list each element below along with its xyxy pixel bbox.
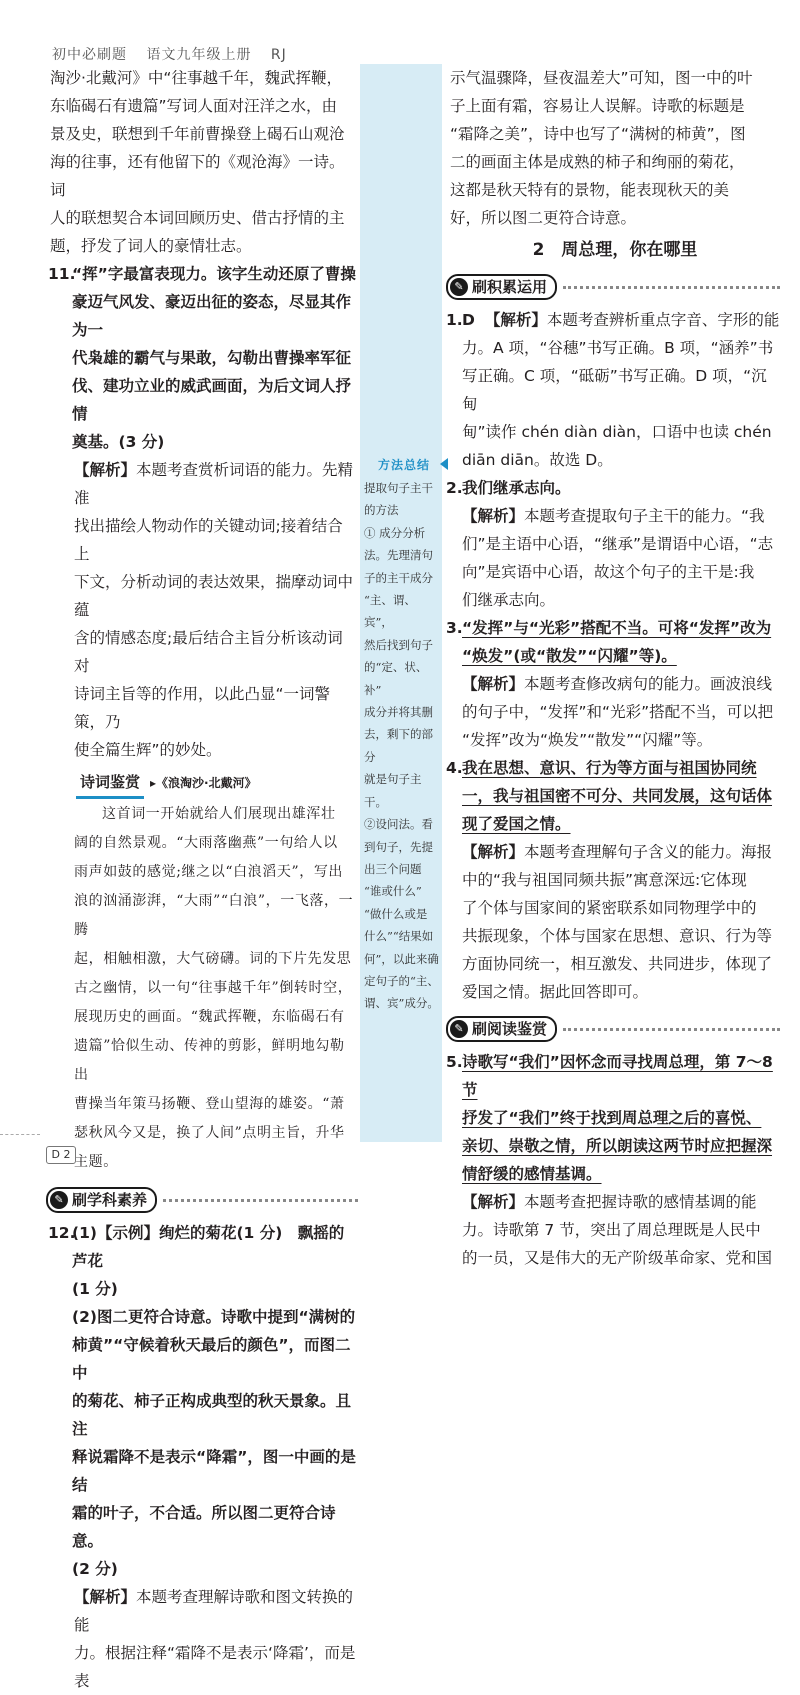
- analysis-label: 【解析】: [462, 843, 525, 861]
- question-12-answer: [72, 1219, 358, 1583]
- answer-line: 现了爱国之情。: [462, 815, 571, 833]
- question-2: [446, 474, 780, 502]
- analysis-label: 【解析】: [462, 1193, 525, 1211]
- answer-line: 奠基。(3 分): [72, 433, 165, 451]
- text-line: [462, 502, 780, 530]
- answer-line: 释说霜降不是表示“降霜”，图一中画的是结: [72, 1448, 356, 1494]
- right-intro: [450, 64, 780, 232]
- text-line: [74, 1583, 358, 1639]
- subject-name: 语文九年级上册: [146, 47, 252, 63]
- text-line: [462, 306, 780, 334]
- method-line: 提取句子主干: [364, 481, 433, 495]
- text-line: [462, 530, 780, 558]
- analysis-text: 本题考查提取句子主干的能力。“我: [524, 507, 765, 525]
- poem-line: 展现历史的画面。“魏武挥鞭，东临碣石有: [74, 1009, 345, 1025]
- method-line: “谁或什么”: [364, 884, 422, 899]
- analysis-text: 使全篇生辉”的妙处。: [74, 741, 222, 759]
- section-title: 刷阅读鉴赏: [472, 1020, 548, 1038]
- intro-line: 海的往事，还有他留下的《观沧海》一诗。词: [50, 153, 345, 199]
- question-number: 2.: [446, 479, 463, 497]
- question-number: 11.: [48, 265, 76, 283]
- analysis-text: 写正确。C 项，“砥砺”书写正确。D 项，“沉甸: [462, 367, 767, 413]
- text-line: [74, 512, 358, 568]
- method-line: 就是句子主干。: [364, 772, 422, 809]
- section-subject-literacy: [46, 1183, 358, 1217]
- question-2-answer: 我们继承志向。: [462, 479, 571, 497]
- text-line: [462, 446, 780, 474]
- method-line: 的方法: [364, 503, 399, 518]
- footer-dash: [0, 1134, 40, 1135]
- analysis-text: 本题考查修改病句的能力。画波浪线: [524, 675, 773, 693]
- method-line: 谓、宾”成分。: [364, 996, 439, 1011]
- intro-line: 淘沙·北戴河》中“往事越千年，魏武挥鞭，: [50, 69, 342, 87]
- text-line: [74, 680, 358, 736]
- intro-line: 这都是秋天特有的景物，能表现秋天的美: [450, 181, 730, 199]
- text-line: [462, 1188, 780, 1216]
- analysis-text: 诗词主旨等的作用，以此凸显“一词警策，乃: [74, 685, 331, 731]
- brush-icon: ✎: [450, 1020, 468, 1038]
- question-11: [50, 260, 358, 456]
- text-line: [462, 838, 780, 866]
- method-summary-title: 方法总结: [378, 458, 431, 472]
- left-intro: [50, 64, 358, 260]
- intro-line: 东临碣石有遗篇”写词人面对汪洋之水，由: [50, 97, 338, 115]
- text-line: [462, 922, 780, 950]
- answer-line: (1 分): [72, 1280, 118, 1298]
- question-4-analysis: [450, 838, 780, 1006]
- analysis-text: 力。根据注释“霜降不是表示‘降霜’，而是表: [74, 1644, 356, 1690]
- analysis-text: 中的“我与祖国同频共振”寓意深远:它体现: [462, 871, 747, 889]
- poem-appreciation-tag: 诗词鉴赏: [76, 768, 144, 799]
- poem-line: 起，相触相激，大气磅礴。词的下片先发思: [74, 951, 352, 967]
- dotted-divider: [163, 1199, 358, 1202]
- section-title: 刷学科素养: [72, 1191, 148, 1209]
- brush-icon: ✎: [50, 1191, 68, 1209]
- method-line: 何”，以此来确: [364, 951, 439, 966]
- method-line: ① 成分分析: [364, 525, 426, 540]
- analysis-label: 【解析】: [74, 461, 137, 479]
- text-line: [462, 698, 780, 726]
- intro-line: 题，抒发了词人的豪情壮志。: [50, 237, 252, 255]
- answer-line: 代枭雄的霸气与果敢，勾勒出曹操率军征: [72, 349, 352, 367]
- analysis-text: 本题考查理解诗歌和图文转换的能: [74, 1588, 354, 1634]
- text-line: [462, 362, 780, 418]
- poem-line: 瑟秋风今又是，换了人间”点明主旨，升华: [74, 1125, 345, 1141]
- text-line: [462, 558, 780, 586]
- text-line: [462, 726, 780, 754]
- answer-line: 亲切、崇敬之情，所以朗读这两节时应把握深: [462, 1137, 773, 1155]
- answer-line: “焕发”(或“散发”“闪耀”等)。: [462, 647, 677, 665]
- method-line: 什么”“结果如: [364, 929, 434, 944]
- analysis-text: 共振现象，个体与国家在思想、意识、行为等: [462, 927, 773, 945]
- intro-line: 子上面有霜，容易让人误解。诗歌的标题是: [450, 97, 745, 115]
- page-number: D 2: [46, 1146, 76, 1164]
- answer-line: 抒发了“我们”终于找到周总理之后的喜悦、: [462, 1109, 762, 1127]
- answer-line: 情舒缓的感情基调。: [462, 1165, 602, 1183]
- poem-line: 这首词一开始就给人们展现出雄浑壮: [102, 806, 336, 822]
- text-line: [74, 736, 358, 764]
- intro-line: 好，所以图二更符合诗意。: [450, 209, 637, 227]
- answer-line: 伐、建功立业的威武画面，为后文词人抒情: [72, 377, 352, 423]
- analysis-label: 【解析】: [462, 675, 525, 693]
- intro-line: 人的联想契合本词回顾历史、借古抒情的主: [50, 209, 345, 227]
- poem-appreciation-text: [50, 800, 358, 1177]
- answer-line: 霜的叶子，不合适。所以图二更符合诗意。: [72, 1504, 336, 1550]
- analysis-text: 本题考查赏析词语的能力。先精准: [74, 461, 354, 507]
- intro-line: 二的画面主体是成熟的柿子和绚丽的菊花，: [450, 153, 745, 171]
- page-header: [52, 44, 301, 64]
- edition: RJ: [270, 47, 287, 63]
- left-column: [50, 64, 358, 1695]
- question-1: [446, 306, 780, 474]
- poem-appreciation-subtitle: ▸《浪淘沙·北戴河》: [150, 776, 257, 790]
- book-name: 初中必刷题: [52, 47, 127, 63]
- question-12: [50, 1219, 358, 1583]
- analysis-label: 【解析】: [462, 507, 525, 525]
- poem-line: 古之幽情，以一句“往事越千年”倒转时空，: [74, 980, 353, 996]
- text-line: [462, 950, 780, 978]
- answer-choice: D: [462, 311, 475, 329]
- analysis-label: 【解析】: [484, 311, 547, 329]
- analysis-label: 【解析】: [74, 1588, 137, 1606]
- text-line: [462, 1244, 780, 1272]
- question-number: 4.: [446, 759, 463, 777]
- question-number: 1.: [446, 311, 463, 329]
- question-3: [446, 614, 780, 670]
- text-line: [462, 670, 780, 698]
- question-number: 5.: [446, 1053, 463, 1071]
- method-summary-text: [364, 477, 442, 1015]
- method-line: 的“定、状、补”: [364, 660, 428, 697]
- method-line: 去，剩下的部分: [364, 727, 433, 764]
- method-line: 法。先理清句: [364, 548, 433, 563]
- method-line: 出三个问题: [364, 861, 422, 876]
- method-line: 然后找到句子: [364, 637, 433, 652]
- question-3-analysis: [450, 670, 780, 754]
- text-line: [462, 978, 780, 1006]
- answer-line: 豪迈气风发、豪迈出征的姿态，尽显其作为一: [72, 293, 352, 339]
- intro-line: “霜降之美”，诗中也写了“满树的柿黄”，图: [450, 125, 746, 143]
- answer-line: 柿黄”“守候着秋天最后的颜色”，而图二中: [72, 1336, 351, 1382]
- section-reading: [446, 1012, 780, 1046]
- analysis-text: 了个体与国家间的紧密联系如同物理学中的: [462, 899, 757, 917]
- method-line: 子的主干成分: [364, 570, 433, 585]
- analysis-text: 本题考查辨析重点字音、字形的能: [546, 311, 780, 329]
- poem-line: 阔的自然景观。“大雨落幽燕”一句给人以: [74, 835, 338, 851]
- text-line: [462, 1216, 780, 1244]
- method-line: 成分并将其删: [364, 705, 433, 720]
- text-line: [74, 568, 358, 624]
- answer-line: 诗歌写“我们”因怀念而寻找周总理，第 7～8 节: [462, 1053, 773, 1099]
- poem-line: 遗篇”恰似生动、传神的剪影，鲜明地勾勒出: [74, 1038, 345, 1083]
- text-line: [462, 334, 780, 362]
- answer-line: (2 分): [72, 1560, 118, 1578]
- method-line: ②设问法。看: [364, 817, 433, 832]
- question-11-analysis: [50, 456, 358, 764]
- poem-line: 雨声如鼓的感觉;继之以“白浪滔天”，写出: [74, 864, 344, 880]
- analysis-text: 本题考查理解句子含义的能力。海报: [524, 843, 773, 861]
- answer-line: (2)图二更符合诗意。诗歌中提到“满树的: [72, 1308, 356, 1326]
- text-line: [462, 866, 780, 894]
- question-12-analysis: [50, 1583, 358, 1695]
- analysis-text: diān diān。故选 D。: [462, 451, 613, 469]
- analysis-text: 找出描绘人物动作的关键动词;接着结合上: [74, 517, 343, 563]
- analysis-text: 力。诗歌第 7 节，突出了周总理既是人民中: [462, 1221, 761, 1239]
- analysis-text: 方面协同统一，相互激发、共同进步，体现了: [462, 955, 773, 973]
- answer-line: 一，我与祖国密不可分、共同发展，这句话体: [462, 787, 773, 805]
- question-2-analysis: [450, 502, 780, 614]
- analysis-text: 本题考查把握诗歌的感情基调的能: [524, 1193, 757, 1211]
- analysis-text: 下文，分析动词的表达效果，揣摩动词中蕴: [74, 573, 354, 619]
- text-line: [74, 1639, 358, 1695]
- answer-line: “发挥”与“光彩”搭配不当。可将“发挥”改为: [462, 619, 772, 637]
- brush-icon: ✎: [450, 278, 468, 296]
- question-5-analysis: [450, 1188, 780, 1272]
- poem-line: 浪的汹涌澎湃，“大雨”“白浪”，一飞落，一腾: [74, 893, 354, 938]
- answer-line: “挥”字最富表现力。该字生动还原了曹操: [72, 265, 356, 283]
- analysis-text: 力。A 项，“谷穗”书写正确。B 项，“涵养”书: [462, 339, 774, 357]
- analysis-text: 向”是宾语中心语，故这个句子的主干是:我: [462, 563, 755, 581]
- question-11-answer: [72, 260, 358, 456]
- section-accumulation: [446, 270, 780, 304]
- analysis-text: 的一员，又是伟大的无产阶级革命家、党和国: [462, 1249, 773, 1267]
- analysis-text: 的句子中，“发挥”和“光彩”搭配不当，可以把: [462, 703, 774, 721]
- question-4: [446, 754, 780, 838]
- answer-line: 我在思想、意识、行为等方面与祖国协同统: [462, 759, 757, 777]
- text-line: [462, 894, 780, 922]
- analysis-text: “发挥”改为“焕发”“散发”“闪耀”等。: [462, 731, 713, 749]
- method-line: 定句子的“主、: [364, 973, 439, 988]
- section-title: 刷积累运用: [472, 278, 548, 296]
- answer-line: (1)【示例】绚烂的菊花(1 分) 飘摇的芦花: [72, 1224, 345, 1270]
- text-line: [74, 624, 358, 680]
- right-column: [446, 64, 780, 1272]
- text-line: [462, 586, 780, 614]
- answer-line: 的菊花、柿子正构成典型的秋天景象。且注: [72, 1392, 352, 1438]
- intro-line: 示气温骤降，昼夜温差大”可知，图一中的叶: [450, 69, 753, 87]
- method-line: “做什么或是: [364, 906, 428, 921]
- method-line: “主、谓、宾”，: [364, 593, 416, 630]
- text-line: [74, 456, 358, 512]
- method-line: 到句子，先提: [364, 839, 433, 854]
- poem-line: 曹操当年策马扬鞭、登山望海的雄姿。“萧: [74, 1096, 345, 1112]
- analysis-text: 甸”读作 chén diàn diàn，口语中也读 chén: [462, 423, 772, 441]
- analysis-text: 爱国之情。据此回答即可。: [462, 983, 649, 1001]
- analysis-text: 们继承志向。: [462, 591, 556, 609]
- question-number: 3.: [446, 619, 463, 637]
- analysis-text: 们”是主语中心语，“继承”是谓语中心语，“志: [462, 535, 774, 553]
- text-line: [462, 418, 780, 446]
- poem-line: 主题。: [74, 1154, 118, 1170]
- analysis-text: 含的情感态度;最后结合主旨分析该动词对: [74, 629, 343, 675]
- question-5: [446, 1048, 780, 1188]
- dotted-divider: [563, 1028, 780, 1031]
- chapter-title: 2 周总理，你在哪里: [532, 240, 698, 260]
- question-number: 12.: [48, 1224, 76, 1242]
- dotted-divider: [563, 286, 780, 289]
- poem-appreciation-header: [50, 766, 358, 800]
- intro-line: 景及史，联想到千年前曹操登上碣石山观沧: [50, 125, 345, 143]
